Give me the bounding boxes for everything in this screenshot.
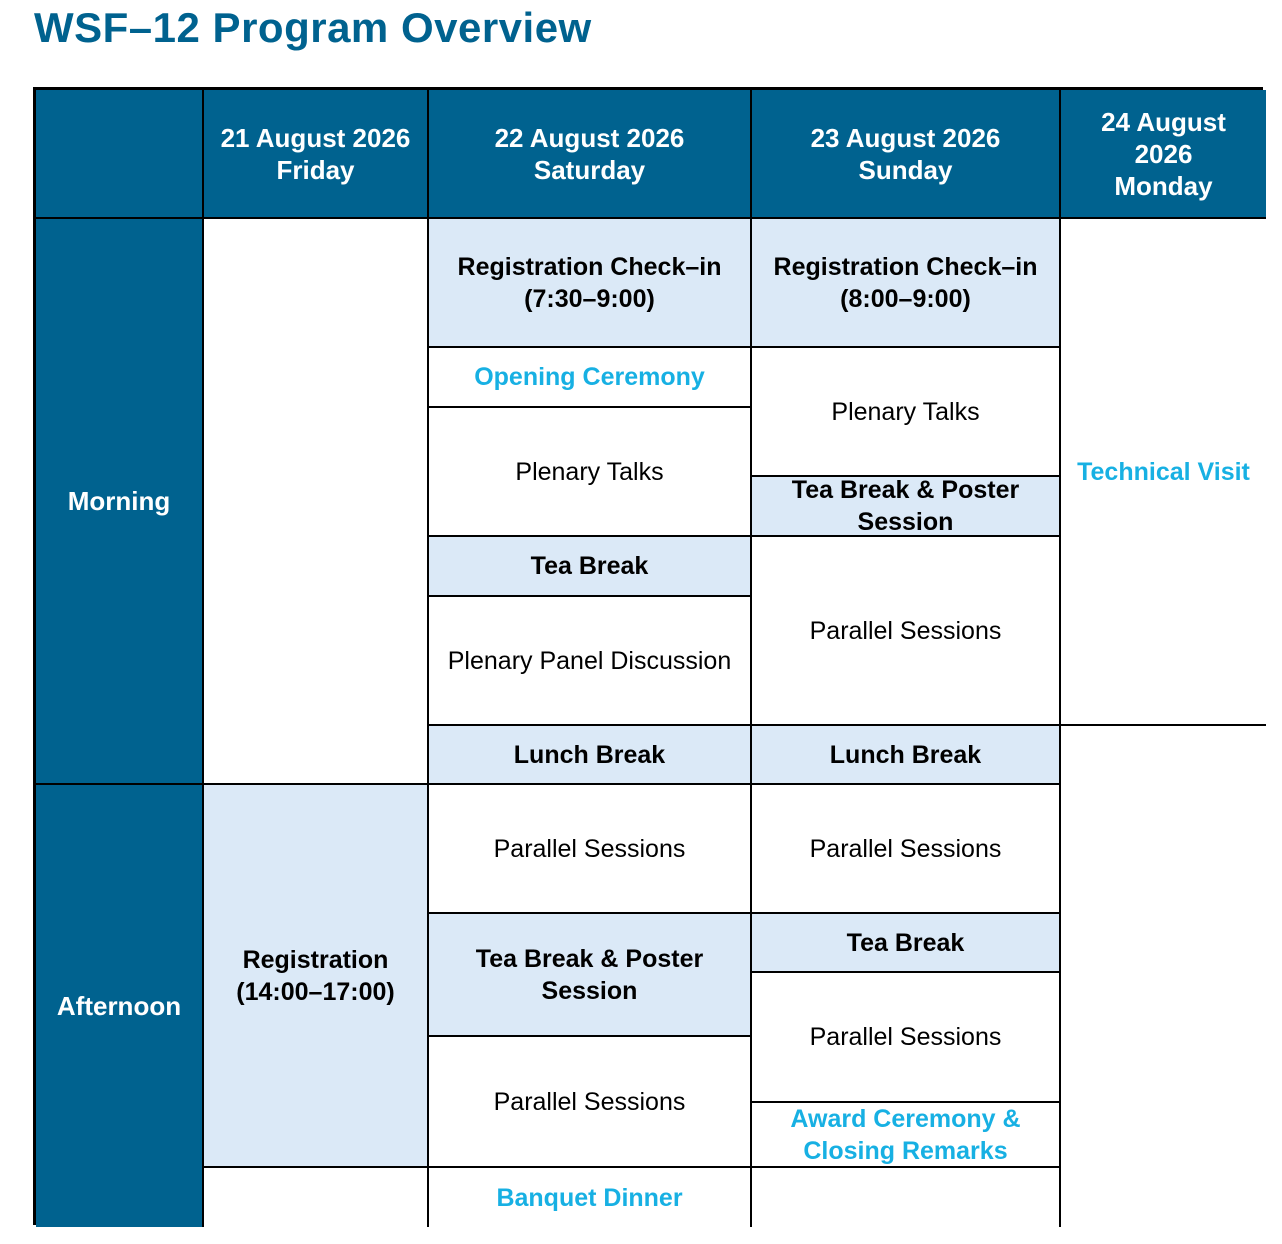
column-header-day2: 22 August 2026 Saturday [429,90,752,219]
day2-tea-poster: Tea Break & Poster Session [429,914,752,1037]
day2-banquet-dinner: Banquet Dinner [429,1168,752,1227]
program-table [33,87,1263,1225]
day2-parallel-sessions-1: Parallel Sessions [429,785,752,914]
column-header-day1: 21 August 2026 Friday [204,90,429,219]
day3-lunch-break: Lunch Break [752,726,1061,785]
period-label-morning: Morning [36,219,204,785]
day1-registration: Registration (14:00–17:00) [204,785,429,1168]
day3-tea-poster: Tea Break & Poster Session [752,477,1061,537]
page-title: WSF–12 Program Overview [34,4,592,51]
day2-tea-break: Tea Break [429,537,752,597]
day2-opening-ceremony: Opening Ceremony [429,348,752,408]
period-label-afternoon: Afternoon [36,785,204,1227]
day1-evening-empty [204,1168,429,1227]
day4-afternoon-empty [1061,726,1266,1227]
day2-plenary-panel: Plenary Panel Discussion [429,597,752,726]
day4-technical-visit: Technical Visit [1061,219,1266,726]
day2-parallel-sessions-2: Parallel Sessions [429,1037,752,1168]
day3-evening-empty [752,1168,1061,1227]
day2-plenary-talks: Plenary Talks [429,408,752,537]
day3-parallel-sessions-3: Parallel Sessions [752,973,1061,1103]
day2-lunch-break: Lunch Break [429,726,752,785]
column-header-day4: 24 August 2026 Monday [1061,90,1266,219]
day3-parallel-sessions-2: Parallel Sessions [752,785,1061,914]
day3-award-ceremony: Award Ceremony & Closing Remarks [752,1103,1061,1168]
day3-registration: Registration Check–in (8:00–9:00) [752,219,1061,348]
corner-header-cell [36,90,204,219]
day3-parallel-sessions-1: Parallel Sessions [752,537,1061,726]
day3-plenary-talks: Plenary Talks [752,348,1061,477]
day3-tea-break: Tea Break [752,914,1061,973]
column-header-day3: 23 August 2026 Sunday [752,90,1061,219]
day2-registration: Registration Check–in (7:30–9:00) [429,219,752,348]
day1-morning-empty [204,219,429,785]
